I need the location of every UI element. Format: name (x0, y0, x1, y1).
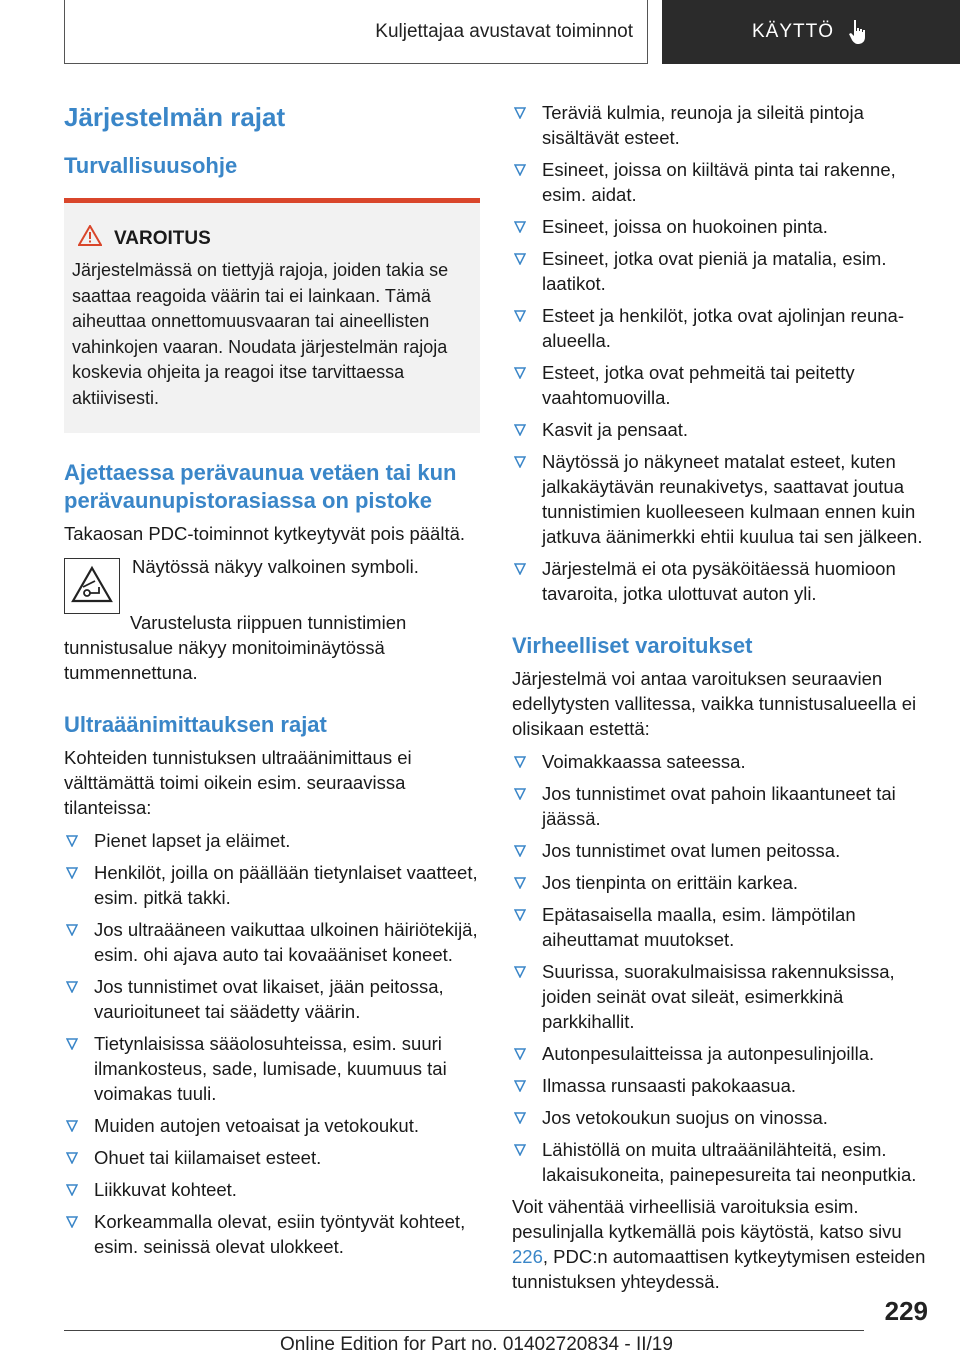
bullet-triangle-icon (514, 1080, 526, 1092)
symbol-row (64, 554, 480, 614)
list-item: Henkilöt, joilla on päällään tietynlaiset vaatteet, esim. pitkä takki. (64, 860, 480, 910)
warning-title-row (78, 225, 466, 252)
bullet-triangle-icon (514, 164, 526, 176)
bullet-triangle-icon (514, 367, 526, 379)
bullet-triangle-icon (514, 877, 526, 889)
list-item: Esineet, joissa on huokoinen pinta. (512, 214, 928, 239)
list-item: Pienet lapset ja eläimet. (64, 828, 480, 853)
bullet-triangle-icon (514, 424, 526, 436)
list-item: Jos ultraääneen vaikuttaa ulkoinen häiriötekijä, esim. ohi ajava auto tai kovaääniset koneet. (64, 917, 480, 967)
bullet-triangle-icon (66, 1038, 78, 1050)
bullet-triangle-icon (66, 867, 78, 879)
trailer-text: Takaosan PDC-toiminnot kytkeytyvät pois päältä. (64, 523, 466, 544)
bullet-triangle-icon (66, 1120, 78, 1132)
edition-info: Online Edition for Part no. 01402720834 - II/19 (280, 1334, 673, 1355)
trailer-warning-symbol-icon (64, 558, 120, 614)
bullet-triangle-icon (514, 788, 526, 800)
hand-pointer-icon (848, 19, 870, 45)
list-item: Teräviä kulmia, reunoja ja sileitä pintoja sisältävät esteet. (512, 100, 928, 150)
page-reference-link[interactable]: 226 (512, 1246, 543, 1267)
header-tab-label: KÄYTTÖ (751, 21, 834, 42)
warning-box (64, 198, 480, 433)
header-section-title: Kuljettajaa avustavat toiminnot (375, 20, 633, 42)
list-item: Esteet ja henkilöt, jotka ovat ajolinjan reuna-alueella. (512, 303, 928, 353)
footer-divider (64, 1330, 864, 1331)
ultrasound-intro: Kohteiden tunnistuksen ultraäänimittaus ei välttämättä toimi oikein esim. seuraavissa tilanteissa: (64, 747, 412, 818)
bullet-triangle-icon (514, 1048, 526, 1060)
list-item: Ohuet tai kiilamaiset esteet. (64, 1145, 480, 1170)
list-item: Jos vetokoukun suojus on vinossa. (512, 1105, 928, 1130)
bullet-triangle-icon (66, 1184, 78, 1196)
closing-text-end: , PDC:n automaattisen kytkeytymisen esteiden tunnistuksen yhteydessä. (512, 1246, 926, 1292)
false-warnings-list (512, 749, 928, 1187)
symbol-description (132, 554, 419, 614)
ultrasound-list (64, 828, 480, 1259)
false-warnings-heading: Virheelliset varoitukset (512, 633, 753, 658)
list-item: Voimakkaassa sateessa. (512, 749, 928, 774)
page-title: Järjestelmän rajat (64, 102, 286, 132)
safety-heading: Turvallisuusohje (64, 153, 238, 178)
bullet-triangle-icon (514, 253, 526, 265)
bullet-triangle-icon (66, 1216, 78, 1228)
list-item: Liikkuvat kohteet. (64, 1177, 480, 1202)
closing-paragraph (512, 1194, 928, 1294)
bullet-triangle-icon (514, 909, 526, 921)
list-item: Epätasaisella maalla, esim. lämpötilan aiheuttamat muutokset. (512, 902, 928, 952)
bullet-triangle-icon (514, 456, 526, 468)
bullet-triangle-icon (514, 966, 526, 978)
list-item: Esineet, joissa on kiiltävä pinta tai rakenne, esim. aidat. (512, 157, 928, 207)
false-warnings-intro: Järjestelmä voi antaa varoituksen seuraavien edellytysten vallitessa, vaikka tunnistusalueella ei olisikaan estettä: (512, 668, 917, 739)
list-item: Jos tienpinta on erittäin karkea. (512, 870, 928, 895)
left-column (64, 100, 480, 1266)
bullet-triangle-icon (514, 221, 526, 233)
bullet-triangle-icon (66, 835, 78, 847)
bullet-triangle-icon (66, 981, 78, 993)
symbol-text-2: Varustelusta riippuen tunnistimien tunnistusalue näkyy monitoiminäytössä tummennettuna. (64, 612, 407, 683)
list-item: Järjestelmä ei ota pysäköitäessä huomioon tavaroita, jotka ulottuvat auton yli. (512, 556, 928, 606)
list-item: Korkeammalla olevat, esiin työntyvät kohteet, esim. seinissä olevat ulokkeet. (64, 1209, 480, 1259)
bullet-triangle-icon (514, 310, 526, 322)
right-column (512, 100, 928, 1302)
list-item: Muiden autojen vetoaisat ja vetokoukut. (64, 1113, 480, 1138)
closing-text: Voit vähentää virheellisiä varoituksia esim. pesulinjalla kytkemällä pois käytöstä, katso sivu (512, 1196, 902, 1242)
list-item: Jos tunnistimet ovat lumen peitossa. (512, 838, 928, 863)
list-item: Tietynlaisissa sääolosuhteissa, esim. suuri ilmankosteus, sade, lumisade, kuumuus tai voimakas tuuli. (64, 1031, 480, 1106)
bullet-triangle-icon (514, 1112, 526, 1124)
warning-triangle-icon (78, 225, 102, 252)
header-tab (662, 0, 960, 64)
warning-text: Järjestelmässä on tiettyjä rajoja, joiden takia se saattaa reagoida väärin tai ei lainkaan. Tämä aiheuttaa onnettomuusvaaran tai aineellisten vahinkojen vaaran. Noudata järjestelmän rajoja koskevia ohjeita ja reagoi itse tarvittaessa aktiivisesti. (72, 260, 449, 408)
running-header (64, 0, 648, 64)
page-number: 229 (884, 1296, 928, 1326)
trailer-heading: Ajettaessa perävaunua vetäen tai kun perävaunupistorasiassa on pistoke (64, 460, 457, 513)
list-item: Esineet, jotka ovat pieniä ja matalia, esim. laatikot. (512, 246, 928, 296)
list-item: Esteet, jotka ovat pehmeitä tai peitetty vaahtomuovilla. (512, 360, 928, 410)
bullet-triangle-icon (514, 563, 526, 575)
list-item: Suurissa, suorakulmaisissa rakennuksissa, joiden seinät ovat sileät, esimerkkinä parkkihallit. (512, 959, 928, 1034)
bullet-triangle-icon (514, 107, 526, 119)
list-item: Lähistöllä on muita ultraäänilähteitä, esim. lakaisukoneita, painepesureita tai neonputkia. (512, 1137, 928, 1187)
bullet-triangle-icon (514, 1144, 526, 1156)
symbol-text-1: Näytössä näkyy valkoinen symboli. (132, 556, 419, 577)
list-item: Kasvit ja pensaat. (512, 417, 928, 442)
bullet-triangle-icon (514, 845, 526, 857)
list-item: Autonpesulaitteissa ja autonpesulinjoilla. (512, 1041, 928, 1066)
bullet-triangle-icon (66, 1152, 78, 1164)
list-item: Ilmassa runsaasti pakokaasua. (512, 1073, 928, 1098)
bullet-triangle-icon (514, 756, 526, 768)
list-item: Jos tunnistimet ovat pahoin likaantuneet tai jäässä. (512, 781, 928, 831)
ultrasound-heading: Ultraäänimittauksen rajat (64, 712, 327, 737)
warning-title: VAROITUS (114, 227, 211, 249)
ultrasound-list-continued (512, 100, 928, 606)
bullet-triangle-icon (66, 924, 78, 936)
list-item: Jos tunnistimet ovat likaiset, jään peitossa, vaurioituneet tai säädetty väärin. (64, 974, 480, 1024)
list-item: Näytössä jo näkyneet matalat esteet, kuten jalkakäytävän reunakivetys, saattavat joutua tunnistimien kuolleeseen kulmaan ennen kuin jatkuva äänimerkki ehtii kuulua tai sen jälkeen. (512, 449, 928, 549)
